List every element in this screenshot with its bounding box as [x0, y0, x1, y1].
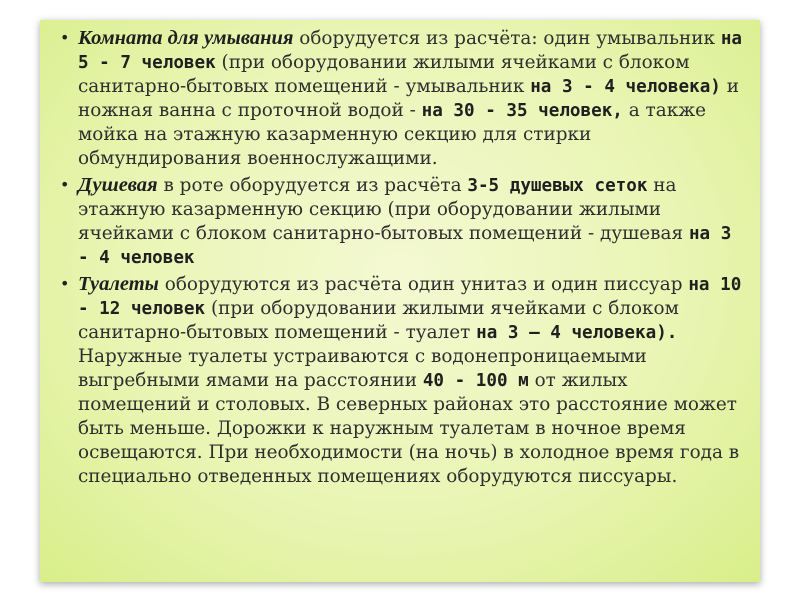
text-segment: Наружные туалеты устраиваются с водонепроницаемыми выгребными ямами на расстоянии: [78, 346, 647, 391]
bullet-toilets: [60, 272, 742, 489]
text-segment: от жилых помещений и столовых. В северных районах это расстояние может быть меньше. Дорожки к наружным туалетам в ночное время освещаются. При необходимости (на ночь) в холодное время года в специально отведенных помещениях оборудуются писсуары.: [78, 370, 740, 487]
text-segment: в роте оборудуется из расчёта: [157, 175, 468, 196]
emphasis-segment: на 3 - 4 человека): [530, 77, 721, 97]
emphasis-segment: 3-5 душевых сеток: [467, 176, 648, 196]
term-toilets: Туалеты: [78, 273, 159, 295]
bullet-list: [60, 26, 742, 489]
text-segment: и ножная ванна с проточной водой -: [78, 76, 739, 121]
text-segment: а также мойка на этажную казарменную секцию для стирки обмундирования военнослужащими.: [78, 100, 706, 169]
emphasis-segment: на 3 — 4 человека).: [476, 323, 678, 343]
text-segment: (при оборудовании жилыми ячейками с блоком санитарно-бытовых помещений - туалет: [78, 298, 679, 343]
bullet-shower: [60, 173, 742, 270]
bullet-washroom: [60, 26, 742, 171]
term-shower: Душевая: [78, 174, 158, 196]
term-washroom: Комната для умывания: [78, 27, 294, 49]
content-panel: [40, 20, 760, 582]
text-segment: (при оборудовании жилыми ячейками с блоком санитарно-бытовых помещений - умывальник: [78, 52, 690, 97]
text-segment: оборудуется из расчёта: один умывальник: [293, 28, 721, 49]
text-segment: на этажную казарменную секцию (при оборудовании жилыми ячейками с блоком санитарно-бытовых помещений - душевая: [78, 175, 689, 244]
text-segment: оборудуются из расчёта один унитаз и один писсуар: [158, 274, 689, 295]
bullet-dot-icon: •: [60, 274, 70, 293]
emphasis-segment: на 10 - 12 человек: [78, 275, 742, 319]
emphasis-segment: на 30 - 35 человек,: [421, 101, 623, 121]
bullet-dot-icon: •: [60, 28, 70, 47]
emphasis-segment: на 3 - 4 человек: [78, 224, 732, 268]
emphasis-segment: 40 - 100 м: [422, 371, 529, 391]
bullet-dot-icon: •: [60, 175, 70, 194]
emphasis-segment: на 5 - 7 человек: [78, 29, 743, 73]
